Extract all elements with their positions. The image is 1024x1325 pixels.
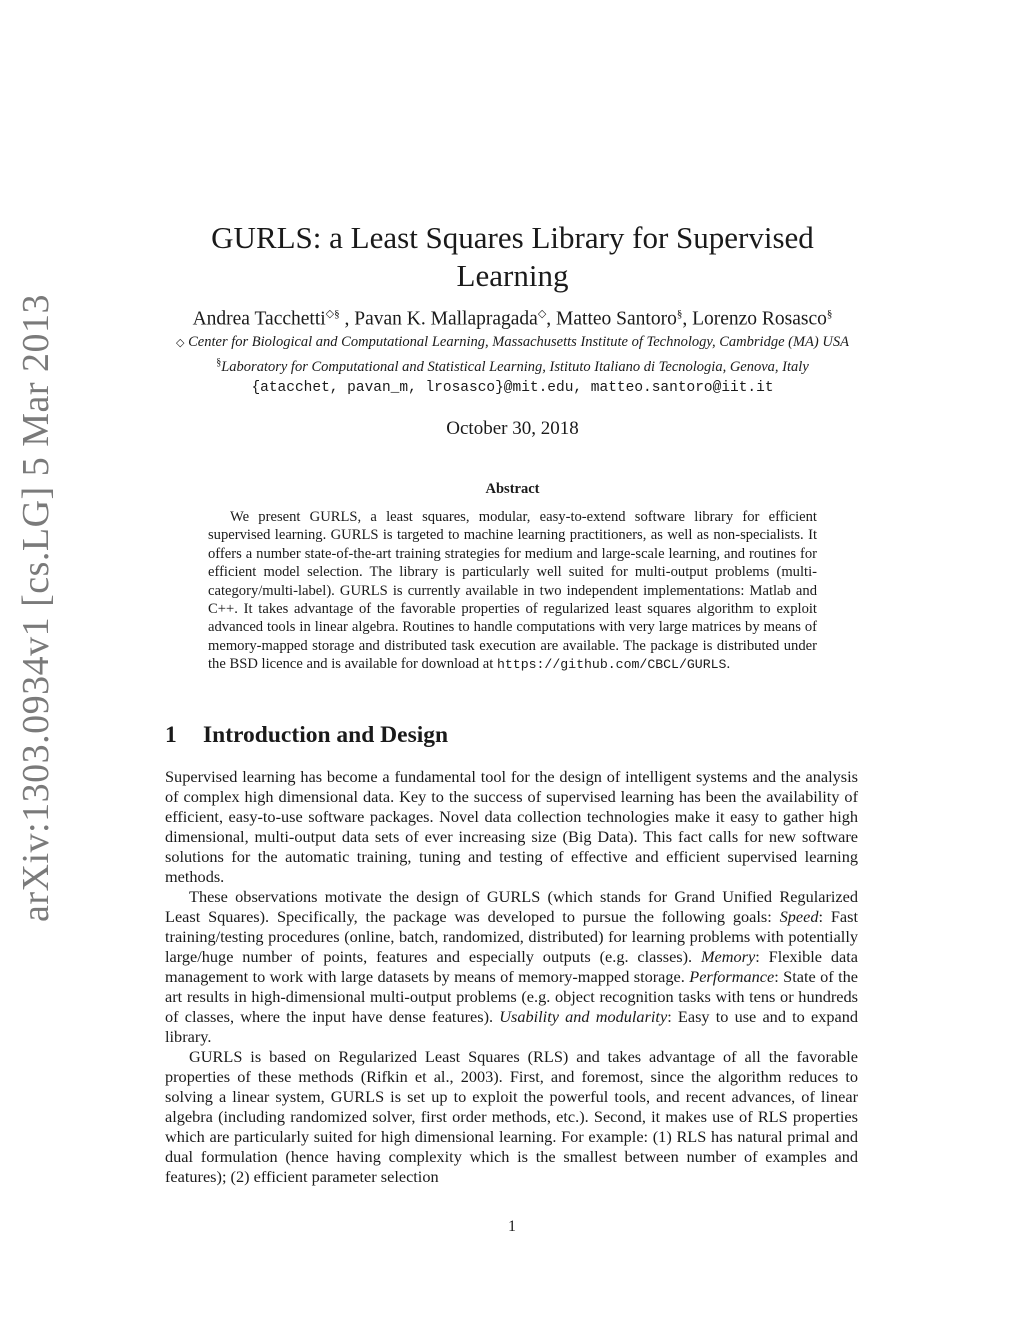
affiliation-text: Center for Biological and Computational Learning, Massachusetts Institute of Technology, Cambridge (MA) USA — [188, 334, 849, 350]
author-list — [120, 307, 905, 331]
affiliation-1 — [110, 334, 915, 351]
page-number: 1 — [508, 1218, 516, 1235]
abstract-body: We present GURLS, a least squares, modular, easy-to-extend software library for efficient supervised learning. GURLS is targeted to machine learning practitioners, as well as non-specialists. It offers a number state-of-the-art training strategies for medium and large-scale learning, and routines for efficient model selection. The library is particularly well suited for multi-output problems (multi-category/multi-label). GURLS is currently available in two independent implementations: Matlab and C++. It takes advantage of the favorable properties of regularized least squares algorithm to exploit advanced tools in linear algebra. Routines to handle computations with very large matrices by means of memory-mapped storage and distributed task execution are available. The package is distributed under the BSD licence and is available for download at — [208, 509, 817, 673]
abstract-heading: Abstract — [485, 481, 540, 497]
download-link[interactable]: https://github.com/CBCL/GURLS — [496, 657, 727, 673]
goals-intro: These observations motivate the design of GURLS (which stands for Grand Unified Regularized Least Squares). Specifically, the package was developed to pursue the following goals: — [165, 887, 858, 926]
arxiv-identifier: arXiv:1303.0934v1 [cs.LG] 5 Mar 2013 — [15, 293, 57, 922]
paper-date: October 30, 2018 — [446, 418, 579, 439]
author-name: , Matteo Santoro — [546, 308, 677, 330]
affiliation-mark: § — [676, 308, 683, 320]
affiliation-mark: § — [826, 308, 833, 320]
abstract-end: . — [726, 656, 731, 673]
section-number: 1 — [165, 722, 177, 748]
affiliation-2 — [110, 357, 915, 376]
author-name: Andrea Tacchetti — [192, 308, 326, 330]
paragraph-1: Supervised learning has become a fundamental tool for the design of intelligent systems and the analysis of complex high dimensional data. Key to the success of supervised learning has been the availability of efficient, easy-to-use software packages. Novel data collection technologies make it easy to gather high dimensional, multi-output data sets of ever increasing size (Big Data). This fact calls for new software solutions for the automatic training, tuning and testing of effective and efficient supervised learning methods. — [165, 767, 858, 886]
affiliation-mark: ◇§ — [325, 308, 340, 320]
paper-title: GURLS: a Least Squares Library for Supervised Learning — [211, 219, 814, 293]
goal-performance-label: Performance — [689, 967, 775, 986]
goal-usability-label: Usability and modularity — [499, 1007, 668, 1026]
author-name: , Pavan K. Mallapragada — [339, 308, 538, 330]
goal-speed-label: Speed — [779, 907, 819, 926]
goal-usability-text: : Easy to use and to expand library. — [165, 1007, 858, 1046]
affiliation-text: Laboratory for Computational and Statistical Learning, Istituto Italiano di Tecnologia, Genova, Italy — [221, 358, 809, 375]
author-name: , Lorenzo Rosasco — [682, 308, 827, 330]
paragraph-3: GURLS is based on Regularized Least Squares (RLS) and takes advantage of all the favorable properties of these methods (Rifkin et al., 2003). First, and foremost, since the algorithm reduces to solving a linear system, GURLS is set up to exploit the powerful tools, and recent advances, of linear algebra (including randomized solver, first order methods, etc.). Second, it makes use of RLS properties which are particularly suited for high dimensional learning. For example: (1) RLS has natural primal and dual formulation (hence having complexity which is the smallest between number of examples and features); (2) efficient parameter selection — [165, 1047, 858, 1186]
affiliation-mark: ◇ — [176, 337, 185, 349]
section-heading — [165, 722, 448, 749]
section-title: Introduction and Design — [203, 722, 449, 748]
goal-memory-text: : Flexible data management to work with large datasets by means of memory-mapped storage. — [165, 947, 858, 986]
goal-performance-text: : State of the art results in high-dimensional multi-output problems (e.g. object recognition tasks with tens or hundreds of classes, where the input have dense features). — [165, 967, 858, 1026]
paragraph-2 — [165, 887, 858, 1047]
author-emails: {atacchet, pavan_m, lrosasco}@mit.edu, matteo.santoro@iit.it — [251, 380, 774, 396]
goal-memory-label: Memory — [701, 947, 756, 966]
affiliation-mark: § — [216, 357, 222, 368]
abstract-text — [208, 508, 817, 675]
affiliation-mark: ◇ — [537, 308, 547, 320]
goal-speed-text: : Fast training/testing procedures (online, batch, randomized, distributed) for learning problems with potentially large/huge number of points, features and especially outputs (e.g. classes). — [165, 907, 858, 966]
